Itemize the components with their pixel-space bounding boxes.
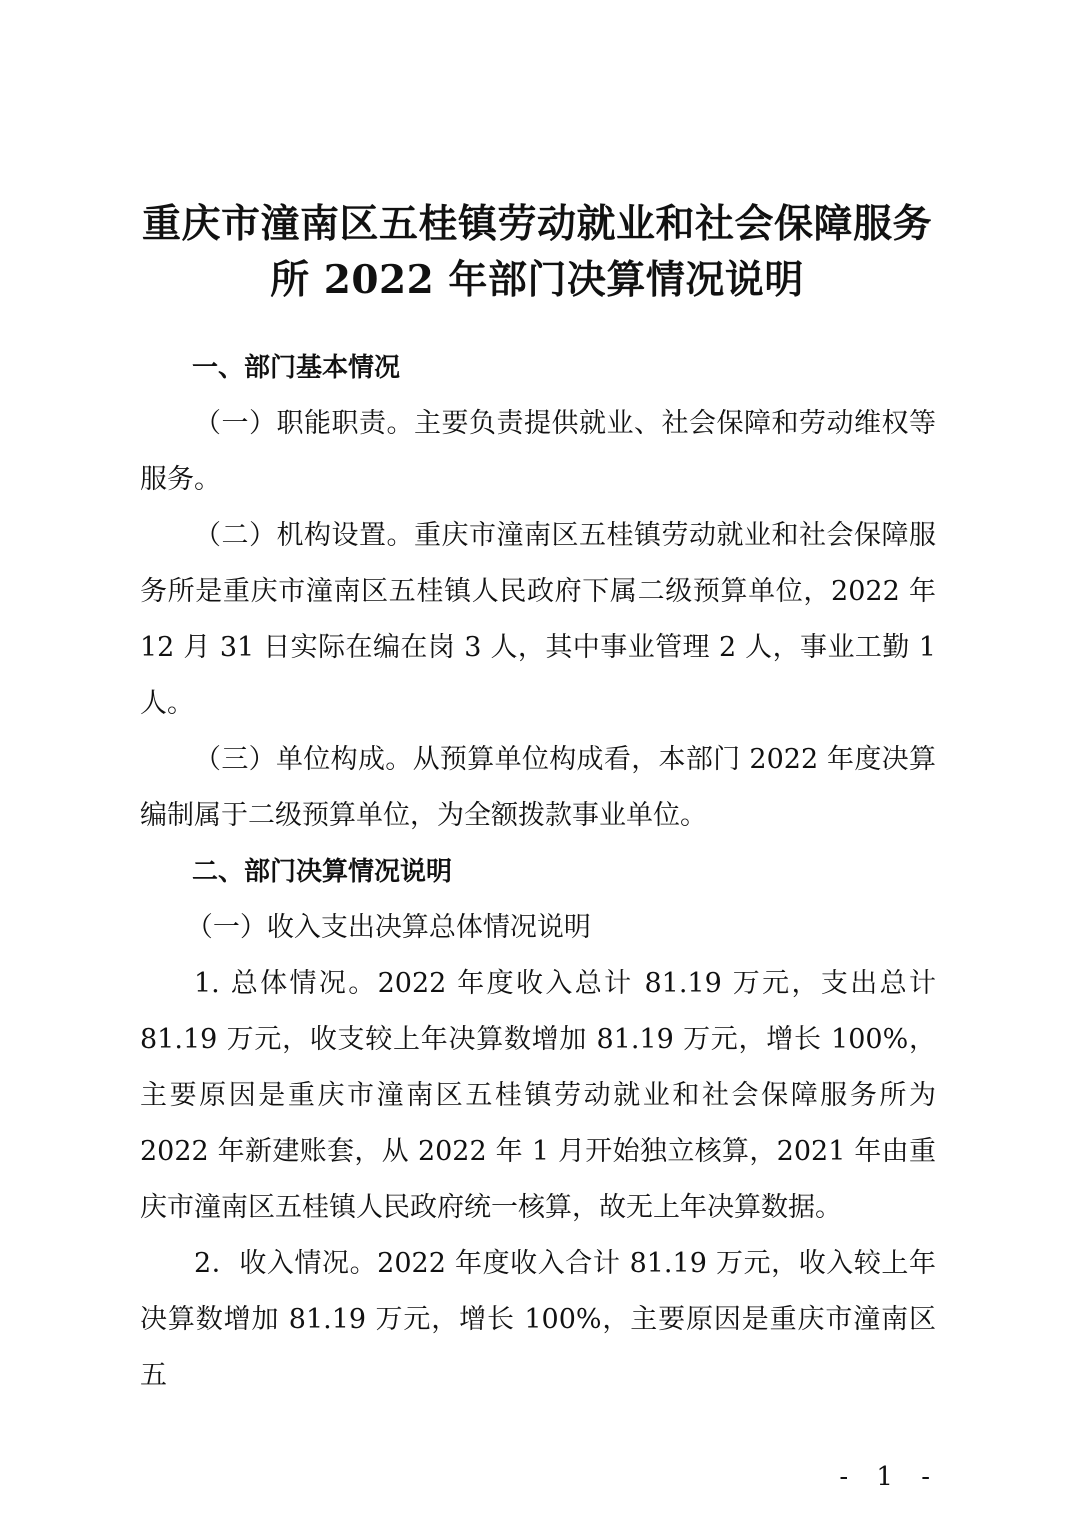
paragraph-organization — [140, 508, 936, 732]
paragraph-composition-text: 从预算单位构成看，本部门 2022 年度决算编制属于二级预算单位，为全额拨款事业单位。 — [140, 744, 937, 831]
paragraph-functions-lead: （一）职能职责。 — [194, 408, 414, 439]
paragraph-organization-text: 重庆市潼南区五桂镇劳动就业和社会保障服务所是重庆市潼南区五桂镇人民政府下属二级预算单位，2022 年 12 月 31 日实际在编在岗 3 人，其中事业管理 2 人，事业工勤 1 人。 — [140, 520, 936, 719]
paragraph-functions-text: 主要负责提供就业、社会保障和劳动维权等服务。 — [140, 408, 936, 495]
paragraph-functions — [140, 396, 936, 508]
title-line-2: 所 2022 年部门决算情况说明 — [270, 257, 804, 303]
document-body — [140, 340, 936, 1404]
title-line-1: 重庆市潼南区五桂镇劳动就业和社会保障服务 — [141, 201, 932, 247]
paragraph-organization-lead: （二）机构设置。 — [194, 520, 414, 551]
paragraph-income: 2．收入情况。2022 年度收入合计 81.19 万元，收入较上年决算数增加 81.19 万元，增长 100%，主要原因是重庆市潼南区五 — [140, 1248, 936, 1391]
paragraph-composition-lead: （三）单位构成。 — [194, 744, 413, 775]
section-heading-basic-info: 一、部门基本情况 — [192, 353, 401, 383]
paragraph-overall: 1. 总体情况。2022 年度收入总计 81.19 万元，支出总计 81.19 万元，收支较上年决算数增加 81.19 万元，增长 100%，主要原因是重庆市潼南区五桂镇劳动就业和社会保障服务所为 2022 年新建账套，从 2022 年 1 月开始独立核算，2021 年由重庆市潼南区五桂镇人民政府统一核算，故无上年决算数据。 — [140, 968, 936, 1223]
section-heading-final-accounts: 二、部门决算情况说明 — [192, 857, 453, 887]
document-title — [120, 196, 954, 308]
page-number: - 1 - — [839, 1462, 940, 1492]
subheading-income-expenditure: （一）收入支出决算总体情况说明 — [185, 912, 591, 943]
paragraph-composition — [140, 732, 936, 844]
